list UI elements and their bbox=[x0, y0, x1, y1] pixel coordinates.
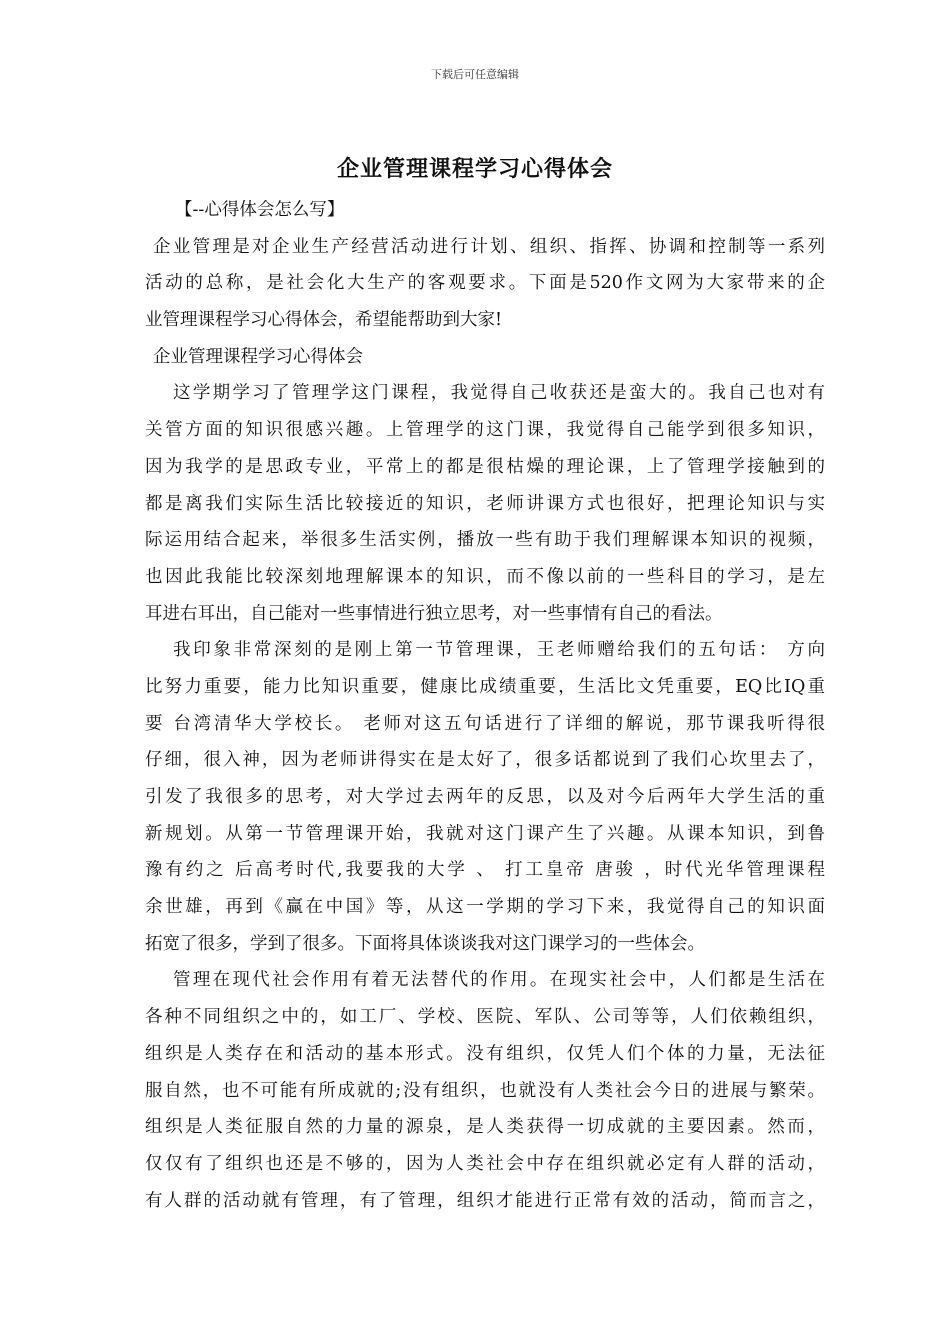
text-line: 耳进右耳出，自己能对一些事情进行独立思考，对一些事情有自己的看法。 bbox=[145, 603, 723, 624]
document-body bbox=[145, 192, 825, 1219]
header-note: 下载后可任意编辑 bbox=[431, 68, 519, 81]
text-line: 仅仅有了组织也还是不够的，因为人类社会中存在组织就必定有人群的活动， bbox=[145, 1153, 825, 1174]
text-line: 新规划。从第一节管理课开始，我就对这门课产生了兴趣。从课本知识，到鲁 bbox=[145, 823, 825, 844]
text-line: 因为我学的是思政专业，平常上的都是很枯燥的理论课，上了管理学接触到的 bbox=[145, 456, 825, 477]
text-line: 也因此我能比较深刻地理解课本的知识，而不像以前的一些科目的学习，是左 bbox=[145, 566, 825, 587]
text-line: 拓宽了很多，学到了很多。下面将具体谈谈我对这门课学习的一些体会。 bbox=[145, 933, 705, 954]
text-line: 各种不同组织之中的，如工厂、学校、医院、军队、公司等等，人们依赖组织， bbox=[145, 1007, 825, 1028]
text-line: 我印象非常深刻的是刚上第一节管理课，王老师赠给我们的五句话： 方向 bbox=[173, 640, 825, 661]
subheading: 企业管理课程学习心得体会 bbox=[153, 346, 363, 367]
text-line: 企业管理是对企业生产经营活动进行计划、组织、指挥、协调和控制等一系列 bbox=[153, 236, 825, 257]
text-line: 仔细，很入神，因为老师讲得实在是太好了，很多话都说到了我们心坎里去了， bbox=[145, 750, 825, 771]
text-line: 余世雄，再到《赢在中国》等，从这一学期的学习下来，我觉得自己的知识面 bbox=[145, 897, 825, 918]
text-line: 有人群的活动就有管理，有了管理，组织才能进行正常有效的活动，简而言之， bbox=[145, 1190, 825, 1211]
text-line: 豫有约之 后高考时代,我要我的大学 、 打工皇帝 唐骏 ，时代光华管理课程 bbox=[145, 860, 825, 881]
text-line: 这学期学习了管理学这门课程，我觉得自己收获还是蛮大的。我自己也对有 bbox=[173, 383, 825, 404]
text-line: 都是离我们实际生活比较接近的知识，老师讲课方式也很好，把理论知识与实 bbox=[145, 493, 825, 514]
text-line: 关管方面的知识很感兴趣。上管理学的这门课，我觉得自己能学到很多知识， bbox=[145, 420, 825, 441]
text-line: 引发了我很多的思考，对大学过去两年的反思，以及对今后两年大学生活的重 bbox=[145, 787, 825, 807]
text-line: 际运用结合起来，举很多生活实例，播放一些有助于我们理解课本知识的视频， bbox=[145, 530, 825, 551]
text-line: 管理在现代社会作用有着无法替代的作用。在现实社会中，人们都是生活在 bbox=[173, 970, 825, 991]
document-title: 企业管理课程学习心得体会 bbox=[336, 156, 613, 182]
text-line: 要 台湾清华大学校长。 老师对这五句话进行了详细的解说，那节课我听得很 bbox=[145, 713, 825, 734]
text-line: 服自然，也不可能有所成就的;没有组织，也就没有人类社会今日的进展与繁荣。 bbox=[145, 1080, 825, 1101]
text-line: 比努力重要，能力比知识重要，健康比成绩重要，生活比文凭重要，EQ比IQ重 bbox=[145, 676, 825, 697]
section-heading: 【--心得体会怎么写】 bbox=[175, 200, 345, 220]
text-line: 组织是人类存在和活动的基本形式。没有组织，仅凭人们个体的力量，无法征 bbox=[145, 1043, 825, 1064]
text-line: 活动的总称，是社会化大生产的客观要求。下面是520作文网为大家带来的企 bbox=[145, 273, 825, 294]
text-line: 组织是人类征服自然的力量的源泉，是人类获得一切成就的主要因素。然而， bbox=[145, 1117, 825, 1138]
text-line: 业管理课程学习心得体会，希望能帮助到大家! bbox=[145, 310, 503, 331]
